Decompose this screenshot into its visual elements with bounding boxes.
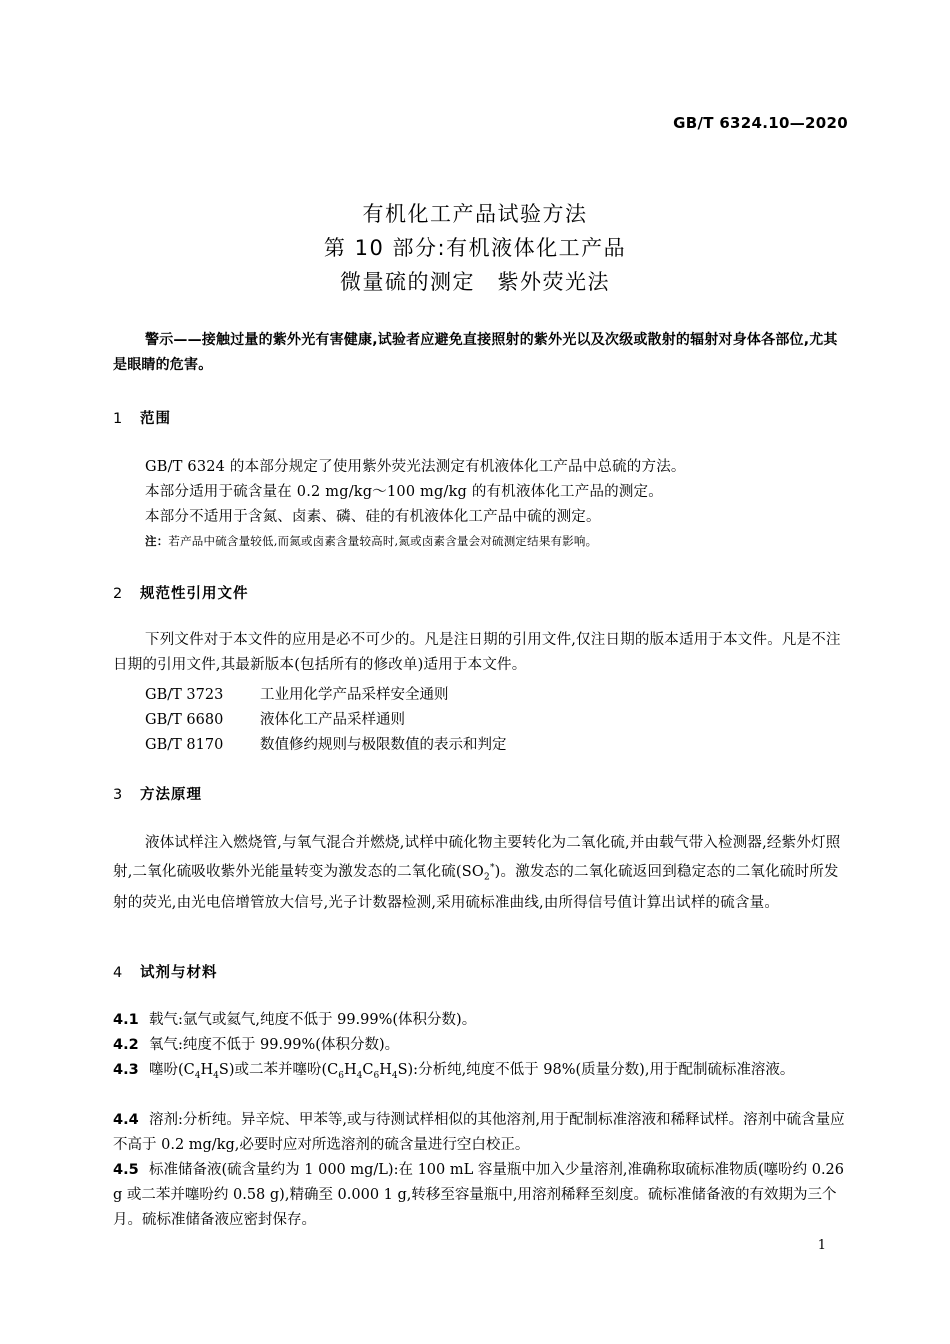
normative-references-paragraph: 下列文件对于本文件的应用是必不可少的。凡是注日期的引用文件,仅注日期的版本适用于本文件。凡是不注日期的引用文件,其最新版本(包括所有的修改单)适用于本文件。 (113, 632, 841, 673)
section-number: 3 (113, 787, 124, 803)
section-title: 方法原理 (140, 787, 202, 803)
item-number: 4.1 (113, 1012, 139, 1028)
item-number: 4.5 (113, 1162, 139, 1178)
reference-item (145, 708, 405, 729)
superscript: * (489, 863, 495, 873)
reference-item (145, 683, 449, 704)
item-4-3 (113, 1058, 850, 1089)
item-text: C (362, 1062, 374, 1078)
section-3-heading (113, 783, 202, 804)
section-title: 范围 (140, 411, 171, 427)
scope-paragraph-1: GB/T 6324 的本部分规定了使用紫外荧光法测定有机液体化工产品中总硫的方法。 (145, 459, 686, 475)
subscript: 2 (484, 872, 490, 883)
item-text: H (343, 1062, 357, 1078)
item-number: 4.4 (113, 1112, 139, 1128)
item-4-2 (113, 1033, 850, 1058)
subscript: 4 (391, 1070, 398, 1081)
subscript: 4 (213, 1070, 219, 1081)
scope-paragraph-3: 本部分不适用于含氮、卤素、磷、硅的有机液体化工产品中硫的测定。 (145, 509, 601, 525)
title-line-3: 微量硫的测定 紫外荧光法 (340, 270, 610, 294)
scope-note (145, 533, 597, 549)
section-title: 规范性引用文件 (140, 586, 249, 602)
reference-code: GB/T 6680 (145, 712, 224, 728)
note-text: 若产品中硫含量较低,而氮或卤素含量较高时,氮或卤素含量会对硫测定结果有影响。 (168, 534, 598, 548)
title-line-2: 第 10 部分:有机液体化工产品 (323, 236, 627, 260)
item-text: 载气:氩气或氦气,纯度不低于 99.99%(体积分数)。 (149, 1012, 477, 1028)
item-text: H (200, 1062, 214, 1078)
subscript: 4 (194, 1070, 201, 1081)
section-2-heading (113, 582, 249, 603)
item-4-1 (113, 1008, 850, 1033)
method-principle-paragraph (113, 831, 850, 916)
note-label: 注： (145, 534, 169, 548)
reference-name: 液体化工产品采样通则 (260, 712, 405, 728)
section-4-heading (113, 961, 218, 982)
reference-name: 工业用化学产品采样安全通则 (260, 687, 449, 703)
principle-text-a: 液体试样注入燃烧管,与氧气混合并燃烧,试样中硫化物主要转化为二氧化硫,并由载气带入检测器,经紫外灯照射,二氧化硫吸收紫外光能量转变为激发态的二氧化硫(SO (113, 835, 841, 880)
section-number: 1 (113, 411, 124, 427)
standard-number: GB/T 6324.10—2020 (673, 114, 848, 132)
page-number: 1 (817, 1238, 826, 1253)
reference-item (145, 733, 507, 754)
item-text: 标准储备液(硫含量约为 1 000 mg/L):在 100 mL 容量瓶中加入少量溶剂,准确称取硫标准物质(噻吩约 0.26 g 或二苯并噻吩约 0.58 g),精确至 0.000 1 g,转移至容量瓶中,用溶剂稀释至刻度。硫标准储备液的有效期为三个月。硫标准储备液应密封保存。 (113, 1162, 845, 1228)
reference-code: GB/T 8170 (145, 737, 224, 753)
item-text: 噻吩(C (149, 1062, 195, 1078)
item-text: S)或二苯并噻吩(C (218, 1062, 339, 1078)
item-text: H (379, 1062, 392, 1078)
item-4-5 (113, 1158, 850, 1233)
item-text: S):分析纯,纯度不低于 98%(质量分数),用于配制硫标准溶液。 (397, 1062, 795, 1078)
subscript: 6 (338, 1070, 344, 1081)
section-number: 2 (113, 586, 124, 602)
item-4-4 (113, 1108, 850, 1158)
subscript: 6 (373, 1070, 380, 1081)
section-1-heading (113, 407, 171, 428)
item-text: 氧气:纯度不低于 99.99%(体积分数)。 (149, 1037, 400, 1053)
subscript: 4 (356, 1070, 363, 1081)
section-title: 试剂与材料 (140, 965, 218, 981)
item-text: 溶剂:分析纯。异辛烷、甲苯等,或与待测试样相似的其他溶剂,用于配制标准溶液和稀释试样。溶剂中硫含量应不高于 0.2 mg/kg,必要时应对所选溶剂的硫含量进行空白校正。 (113, 1112, 845, 1153)
scope-paragraph-2: 本部分适用于硫含量在 0.2 mg/kg～100 mg/kg 的有机液体化工产品的测定。 (145, 484, 663, 500)
reference-name: 数值修约规则与极限数值的表示和判定 (260, 737, 507, 753)
item-number: 4.2 (113, 1037, 139, 1053)
principle-text-b: )。激发态的二氧化硫返回到稳定态的二氧化硫时所发射的荧光,由光电倍增管放大信号,光子计数器检测,采用硫标准曲线,由所得信号值计算出试样的硫含量。 (113, 863, 839, 911)
item-number: 4.3 (113, 1062, 139, 1078)
title-line-1: 有机化工产品试验方法 (362, 202, 588, 226)
section-number: 4 (113, 965, 124, 981)
reference-code: GB/T 3723 (145, 687, 224, 703)
warning-paragraph: 警示——接触过量的紫外光有害健康,试验者应避免直接照射的紫外光以及次级或散射的辐射对身体各部位,尤其是眼睛的危害。 (113, 332, 838, 373)
